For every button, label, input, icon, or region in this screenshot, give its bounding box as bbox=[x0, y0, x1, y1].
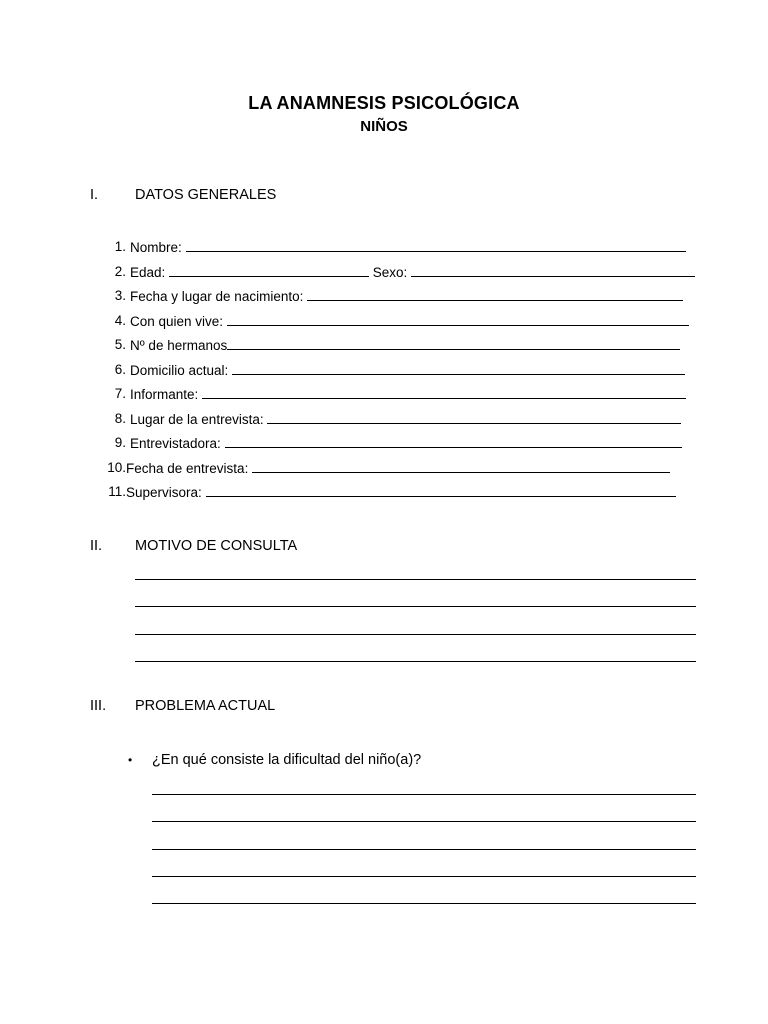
con-quien-vive-blank[interactable] bbox=[227, 311, 689, 326]
field-domicilio bbox=[96, 360, 706, 385]
field-label: Supervisora: bbox=[126, 485, 206, 500]
section-numeral: I. bbox=[90, 187, 99, 203]
field-number: 6. bbox=[114, 361, 126, 377]
answer-line bbox=[152, 821, 696, 822]
answer-line bbox=[135, 661, 696, 662]
field-nacimiento bbox=[96, 286, 706, 311]
problema-actual-answer-area[interactable] bbox=[152, 794, 696, 930]
field-number: 5. bbox=[114, 337, 126, 352]
field-fecha-entrevista bbox=[96, 458, 706, 483]
section-heading-problema-actual bbox=[90, 698, 275, 714]
field-number: 1. bbox=[114, 239, 126, 254]
domicilio-blank[interactable] bbox=[232, 360, 685, 375]
field-label: Entrevistadora: bbox=[130, 436, 225, 451]
answer-line bbox=[135, 579, 696, 580]
section-numeral: II. bbox=[90, 538, 103, 554]
answer-line bbox=[152, 849, 696, 850]
field-nombre bbox=[96, 237, 706, 262]
field-number: 10. bbox=[107, 459, 126, 475]
field-number: 3. bbox=[114, 288, 126, 303]
section-title: MOTIVO DE CONSULTA bbox=[135, 538, 298, 554]
answer-line bbox=[152, 794, 696, 795]
field-label: Con quien vive: bbox=[130, 313, 227, 329]
field-label-sexo: Sexo: bbox=[369, 264, 412, 280]
field-label: Nº de hermanos bbox=[130, 338, 228, 353]
fecha-entrevista-blank[interactable] bbox=[252, 458, 670, 473]
answer-line bbox=[135, 634, 696, 635]
field-number: 11. bbox=[108, 484, 126, 499]
field-label: Domicilio actual: bbox=[130, 362, 233, 378]
field-label: Fecha de entrevista: bbox=[126, 460, 253, 476]
field-number: 4. bbox=[114, 312, 126, 328]
field-label: Lugar de la entrevista: bbox=[130, 411, 268, 427]
document-title: LA ANAMNESIS PSICOLÓGICA bbox=[248, 93, 520, 113]
field-entrevistadora bbox=[96, 433, 706, 458]
nacimiento-blank[interactable] bbox=[307, 286, 683, 301]
motivo-consulta-answer-area[interactable] bbox=[135, 579, 696, 688]
document-subtitle: NIÑOS bbox=[360, 118, 408, 135]
field-edad-sexo bbox=[96, 262, 706, 287]
section-title: DATOS GENERALES bbox=[135, 187, 277, 203]
field-label: Edad: bbox=[130, 264, 170, 280]
question-text: ¿En qué consiste la dificultad del niño(a)? bbox=[152, 752, 422, 768]
nombre-blank[interactable] bbox=[186, 237, 686, 252]
answer-line bbox=[152, 876, 696, 877]
field-hermanos bbox=[96, 335, 706, 360]
field-number: 7. bbox=[114, 386, 126, 401]
section-heading-datos-generales bbox=[90, 187, 276, 203]
field-supervisora bbox=[96, 482, 706, 507]
answer-line bbox=[152, 903, 696, 904]
section-numeral: III. bbox=[90, 698, 107, 714]
general-data-list bbox=[96, 237, 706, 507]
field-number: 9. bbox=[114, 435, 126, 450]
hermanos-blank[interactable] bbox=[227, 335, 680, 350]
field-label: Nombre: bbox=[130, 240, 186, 255]
informante-blank[interactable] bbox=[202, 384, 686, 399]
problem-question bbox=[128, 752, 421, 768]
bullet-icon: • bbox=[128, 753, 133, 767]
field-con-quien-vive bbox=[96, 311, 706, 336]
answer-line bbox=[135, 606, 696, 607]
edad-blank[interactable] bbox=[169, 262, 369, 277]
field-number: 2. bbox=[114, 263, 126, 279]
field-label: Informante: bbox=[130, 387, 203, 402]
field-informante bbox=[96, 384, 706, 409]
field-lugar-entrevista bbox=[96, 409, 706, 434]
supervisora-blank[interactable] bbox=[206, 482, 676, 497]
field-label: Fecha y lugar de nacimiento: bbox=[130, 289, 308, 304]
lugar-entrevista-blank[interactable] bbox=[267, 409, 681, 424]
section-heading-motivo-consulta bbox=[90, 538, 297, 554]
field-number: 8. bbox=[114, 410, 126, 426]
section-title: PROBLEMA ACTUAL bbox=[135, 698, 276, 714]
sexo-blank[interactable] bbox=[411, 262, 695, 277]
entrevistadora-blank[interactable] bbox=[225, 433, 682, 448]
